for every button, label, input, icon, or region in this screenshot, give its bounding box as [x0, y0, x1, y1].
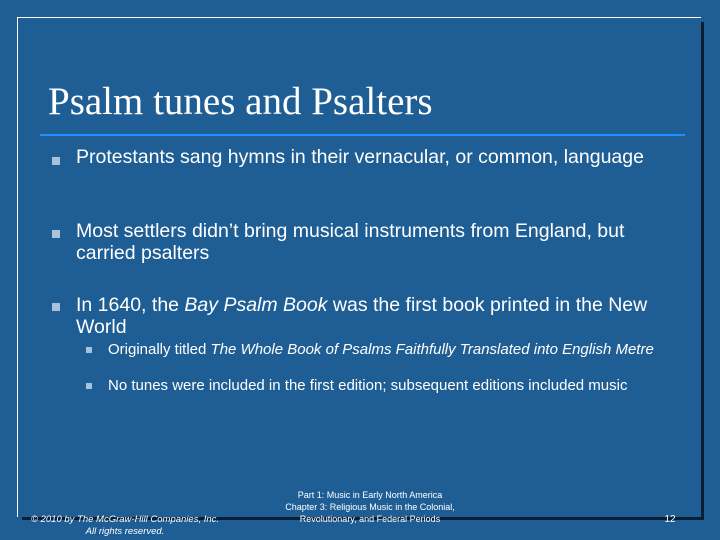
bullet-text: In 1640, the Bay Psalm Book was the first book printed in the New World — [76, 294, 648, 338]
slide-title: Psalm tunes and Psalters — [48, 80, 433, 123]
sub-bullet-marker — [86, 347, 92, 353]
bullet-text: Most settlers didn’t bring musical instruments from England, but carried psalters — [76, 220, 625, 264]
copyright-notice: © 2010 by The McGraw-Hill Companies, Inc. All rights reserved. — [30, 514, 220, 537]
bullet-text: Protestants sang hymns in their vernacular, or common, language — [76, 146, 644, 168]
sub-bullet-text: No tunes were included in the first edition; subsequent editions included music — [108, 377, 628, 394]
original-title: The Whole Book of Psalms Faithfully Translated into English Metre — [210, 341, 654, 358]
sub-bullet-marker — [86, 383, 92, 389]
page-number: 12 — [664, 514, 676, 525]
bullet-marker — [52, 157, 60, 165]
title-underline — [40, 134, 685, 136]
bullet-marker — [52, 230, 60, 238]
chapter-reference: Part 1: Music in Early North America Chapter 3: Religious Music in the Colonial, Revolutionary, and Federal Periods — [285, 490, 455, 524]
bullet-marker — [52, 303, 60, 311]
book-title: Bay Psalm Book — [184, 294, 328, 316]
frame-shadow-right — [701, 22, 704, 520]
sub-bullet-text: Originally titled The Whole Book of Psalms Faithfully Translated into English Metre — [108, 341, 654, 358]
